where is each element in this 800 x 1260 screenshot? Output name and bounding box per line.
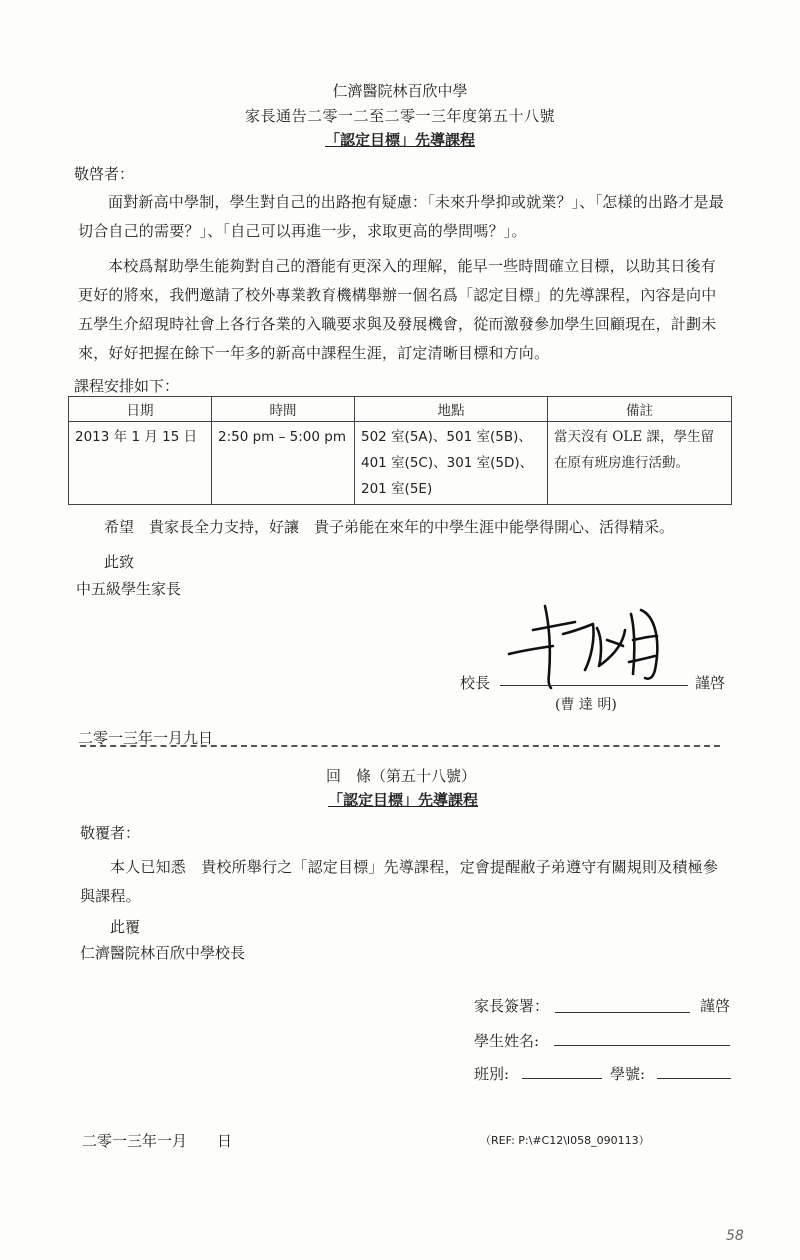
schedule-intro: 課程安排如下： xyxy=(74,377,180,395)
reply-body: 本人已知悉 貴校所舉行之「認定目標」先導課程，定會提醒敝子弟遵守有關規則及積極參與課程。 xyxy=(80,858,719,905)
recipient: 中五級學生家長 xyxy=(76,580,182,598)
notice-number: 家長通告二零一二至二零一三年度第五十八號 xyxy=(244,107,555,125)
header-date: 日期 xyxy=(69,397,212,422)
reply-title: 回 條（第五十八號） xyxy=(326,767,477,785)
class-field[interactable] xyxy=(522,1078,602,1079)
cell-venue xyxy=(355,422,548,505)
notice-title: 「認定目標」先導課程 xyxy=(324,131,475,149)
header-venue: 地點 xyxy=(355,397,548,422)
closing: 此致 xyxy=(104,553,135,571)
reply-salutation: 敬覆者： xyxy=(80,824,141,842)
reply-subtitle: 「認定目標」先導課程 xyxy=(328,791,479,809)
venue-line: 201 室(5E) xyxy=(361,481,433,497)
student-no-label: 學號: xyxy=(610,1065,646,1083)
table-row xyxy=(69,422,732,505)
student-name-label: 學生姓名: xyxy=(474,1032,540,1050)
venue-line: 502 室(5A)、501 室(5B)、 xyxy=(361,429,532,445)
schedule-table xyxy=(68,396,732,505)
header-remarks: 備註 xyxy=(548,397,732,422)
principal-sign-off: 謹啓 xyxy=(695,674,726,692)
hope-text: 希望 貴家長全力支持，好讓 貴子弟能在來年的中學生涯中能學得開心、活得精采。 xyxy=(104,518,675,536)
principal-label: 校長 xyxy=(460,674,491,692)
venue-line: 401 室(5C)、301 室(5D)、 xyxy=(361,455,534,471)
tear-off-divider xyxy=(80,745,720,747)
cell-remarks: 當天沒有 OLE 課，學生留在原有班房進行活動。 xyxy=(548,422,732,505)
school-name: 仁濟醫院林百欣中學 xyxy=(332,82,468,100)
student-name-field[interactable] xyxy=(554,1045,730,1046)
reply-recipient: 仁濟醫院林百欣中學校長 xyxy=(80,944,246,962)
cell-date: 2013 年 1 月 15 日 xyxy=(69,422,212,505)
reference-code: （REF: P:\#C12\I058_090113） xyxy=(480,1134,650,1147)
reply-closing: 此覆 xyxy=(110,918,141,936)
paragraph-2: 本校爲幫助學生能夠對自己的潛能有更深入的理解，能早一些時間確立目標，以助其日後有更好的將來，我們邀請了校外專業教育機構舉辦一個名爲「認定目標」的先導課程，內容是向中五學生介紹現時社會上各行各業的入職要求與及發展機會，從而激發參加學生回顧現在，計劃未來，好好把握在餘下一年多的新高中課程生涯，訂定清晰目標和方向。 xyxy=(78,257,717,362)
reply-date: 二零一三年一月 日 xyxy=(82,1132,233,1150)
notice-date: 二零一三年一月九日 xyxy=(78,729,214,747)
parent-signature-field[interactable] xyxy=(555,1012,690,1013)
parent-sign-off: 謹啓 xyxy=(700,997,731,1015)
cell-time: 2:50 pm – 5:00 pm xyxy=(212,422,355,505)
header-time: 時間 xyxy=(212,397,355,422)
page-number: 58 xyxy=(726,1228,744,1244)
principal-name: (曹 達 明) xyxy=(555,697,617,713)
principal-signature-line xyxy=(500,685,688,686)
parent-signature-label: 家長簽署： xyxy=(474,997,550,1015)
student-no-field[interactable] xyxy=(657,1078,731,1079)
class-label: 班別: xyxy=(474,1065,510,1083)
table-header-row xyxy=(69,397,732,422)
salutation: 敬啓者： xyxy=(74,165,135,183)
principal-signature xyxy=(505,600,685,690)
paragraph-1: 面對新高中學制，學生對自己的出路抱有疑慮：「未來升學抑或就業？」、「怎樣的出路才是最切合自己的需要？」、「自己可以再進一步，求取更高的學問嗎？」。 xyxy=(78,193,724,240)
